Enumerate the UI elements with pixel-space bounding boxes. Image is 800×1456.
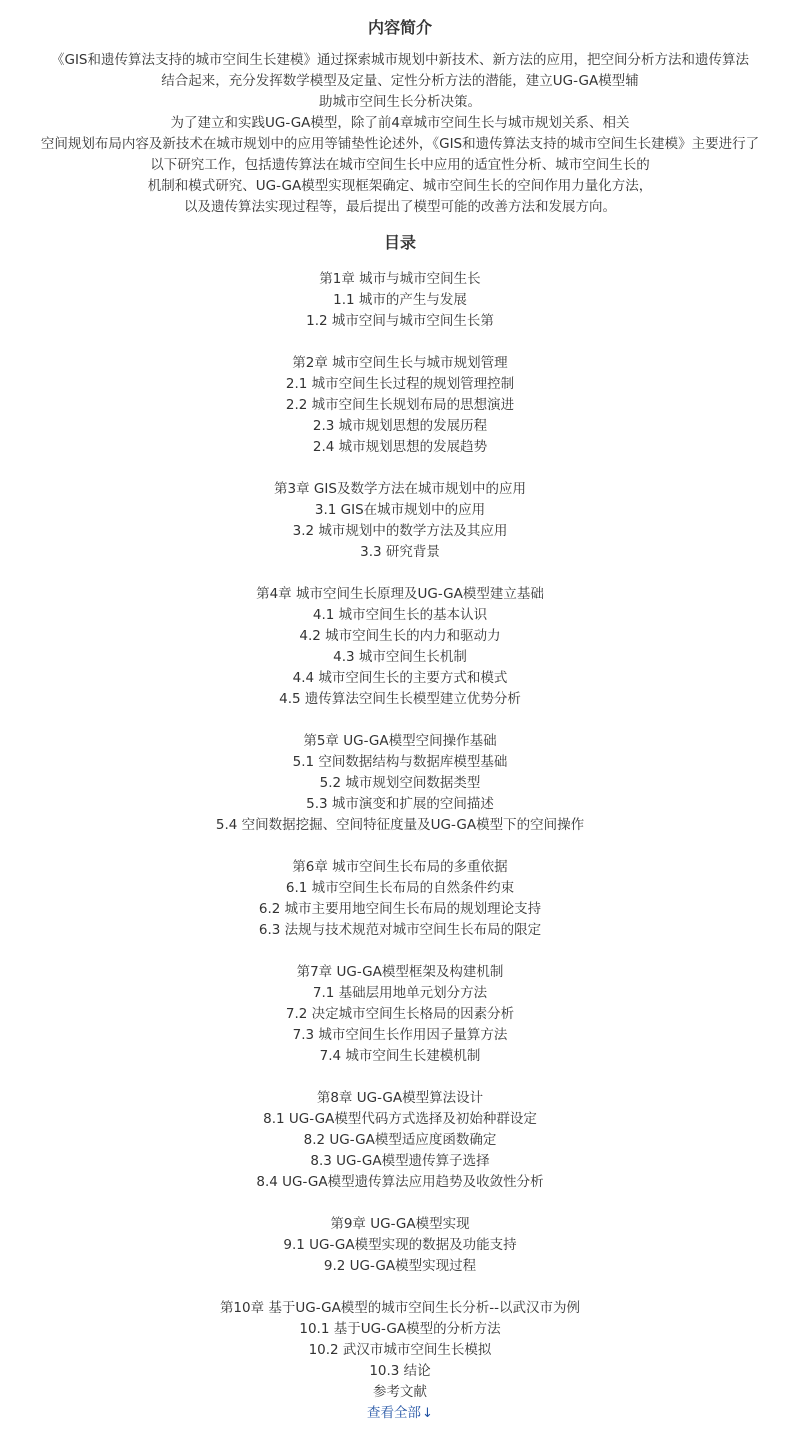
section-item: 5.1 空间数据结构与数据库模型基础 <box>292 754 508 770</box>
section-item: 8.3 UG-GA模型遗传算子选择 <box>310 1153 490 1169</box>
chapter-heading: 第9章 UG-GA模型实现 <box>330 1216 470 1232</box>
toc-chapter <box>0 479 800 563</box>
toc-chapter <box>0 1214 800 1277</box>
section-item: 3.1 GIS在城市规划中的应用 <box>314 502 486 518</box>
section-item: 2.3 城市规划思想的发展历程 <box>312 418 488 434</box>
section-item: 8.4 UG-GA模型遗传算法应用趋势及收敛性分析 <box>256 1174 544 1190</box>
toc-chapter <box>0 269 800 332</box>
section-item: 2.1 城市空间生长过程的规划管理控制 <box>285 376 515 392</box>
section-item: 3.3 研究背景 <box>360 544 440 560</box>
intro-line: 以下研究工作，包括遗传算法在城市空间生长中应用的适宜性分析、城市空间生长的 <box>150 157 650 173</box>
intro-line: 以及遗传算法实现过程等，最后提出了模型可能的改善方法和发展方向。 <box>184 199 616 215</box>
section-item: 10.3 结论 <box>369 1363 431 1379</box>
intro-line: 助城市空间生长分析决策。 <box>319 94 481 110</box>
intro-line: 机制和模式研究、UG-GA模型实现框架确定、城市空间生长的空间作用力量化方法， <box>147 178 653 194</box>
section-item: 7.2 决定城市空间生长格局的因素分析 <box>285 1006 515 1022</box>
chapter-heading: 第3章 GIS及数学方法在城市规划中的应用 <box>274 481 526 497</box>
section-item: 3.2 城市规划中的数学方法及其应用 <box>292 523 508 539</box>
toc-title: 目录 <box>383 233 416 252</box>
toc-chapter <box>0 1298 800 1424</box>
chapter-heading: 第7章 UG-GA模型框架及构建机制 <box>296 964 504 980</box>
section-item: 2.4 城市规划思想的发展趋势 <box>312 439 488 455</box>
section-item: 1.1 城市的产生与发展 <box>333 292 467 308</box>
chapter-heading: 第6章 城市空间生长布局的多重依据 <box>292 859 508 875</box>
chapter-heading: 第5章 UG-GA模型空间操作基础 <box>303 733 497 749</box>
table-of-contents <box>0 269 800 1424</box>
toc-chapter <box>0 962 800 1067</box>
section-item: 9.1 UG-GA模型实现的数据及功能支持 <box>283 1237 517 1253</box>
chapter-heading: 第4章 城市空间生长原理及UG-GA模型建立基础 <box>256 586 544 602</box>
section-item: 10.1 基于UG-GA模型的分析方法 <box>299 1321 501 1337</box>
chapter-heading: 第8章 UG-GA模型算法设计 <box>316 1090 484 1106</box>
section-item: 5.4 空间数据挖掘、空间特征度量及UG-GA模型下的空间操作 <box>215 817 585 833</box>
section-item: 4.4 城市空间生长的主要方式和模式 <box>292 670 508 686</box>
section-item: 4.1 城市空间生长的基本认识 <box>312 607 488 623</box>
chapter-heading: 第10章 基于UG-GA模型的城市空间生长分析--以武汉市为例 <box>219 1300 581 1316</box>
section-item: 7.4 城市空间生长建模机制 <box>319 1048 481 1064</box>
section-item: 6.2 城市主要用地空间生长布局的规划理论支持 <box>258 901 542 917</box>
section-item: 5.2 城市规划空间数据类型 <box>319 775 481 791</box>
toc-chapter <box>0 1088 800 1193</box>
toc-chapter <box>0 584 800 710</box>
section-item: 4.2 城市空间生长的内力和驱动力 <box>299 628 501 644</box>
toc-chapter <box>0 353 800 458</box>
chapter-heading: 第2章 城市空间生长与城市规划管理 <box>292 355 508 371</box>
section-item: 2.2 城市空间生长规划布局的思想演进 <box>285 397 515 413</box>
section-item: 7.1 基础层用地单元划分方法 <box>312 985 488 1001</box>
intro-line: 结合起来，充分发挥数学模型及定量、定性分析方法的潜能，建立UG-GA模型辅 <box>161 73 639 89</box>
view-all-link[interactable] <box>367 1403 433 1424</box>
section-item: 1.2 城市空间与城市空间生长第 <box>306 313 494 329</box>
toc-chapter <box>0 857 800 941</box>
section-item: 6.1 城市空间生长布局的自然条件约束 <box>285 880 515 896</box>
view-all-label: 查看全部 <box>367 1405 422 1421</box>
intro-text <box>0 50 800 218</box>
section-item: 6.3 法规与技术规范对城市空间生长布局的限定 <box>258 922 542 938</box>
toc-chapter <box>0 731 800 836</box>
section-item: 4.5 遗传算法空间生长模型建立优势分析 <box>279 691 521 707</box>
section-item: 8.2 UG-GA模型适应度函数确定 <box>303 1132 497 1148</box>
references-item: 参考文献 <box>373 1384 427 1400</box>
intro-title: 内容简介 <box>367 18 432 37</box>
intro-line: 空间规划布局内容及新技术在城市规划中的应用等铺垫性论述外，《GIS和遗传算法支持的城市空间生长建模》主要进行了 <box>40 136 760 152</box>
intro-line: 《GIS和遗传算法支持的城市空间生长建模》通过探索城市规划中新技术、新方法的应用，把空间分析方法和遗传算法 <box>50 52 749 68</box>
section-item: 7.3 城市空间生长作用因子量算方法 <box>292 1027 508 1043</box>
arrow-down-icon: ↓ <box>422 1406 433 1421</box>
section-item: 10.2 武汉市城市空间生长模拟 <box>308 1342 492 1358</box>
section-item: 9.2 UG-GA模型实现过程 <box>323 1258 477 1274</box>
view-all-row <box>0 1403 800 1424</box>
chapter-heading: 第1章 城市与城市空间生长 <box>319 271 481 287</box>
section-item: 4.3 城市空间生长机制 <box>333 649 467 665</box>
section-item: 5.3 城市演变和扩展的空间描述 <box>306 796 494 812</box>
intro-line: 为了建立和实践UG-GA模型，除了前4章城市空间生长与城市规划关系、相关 <box>170 115 630 131</box>
section-item: 8.1 UG-GA模型代码方式选择及初始种群设定 <box>263 1111 537 1127</box>
